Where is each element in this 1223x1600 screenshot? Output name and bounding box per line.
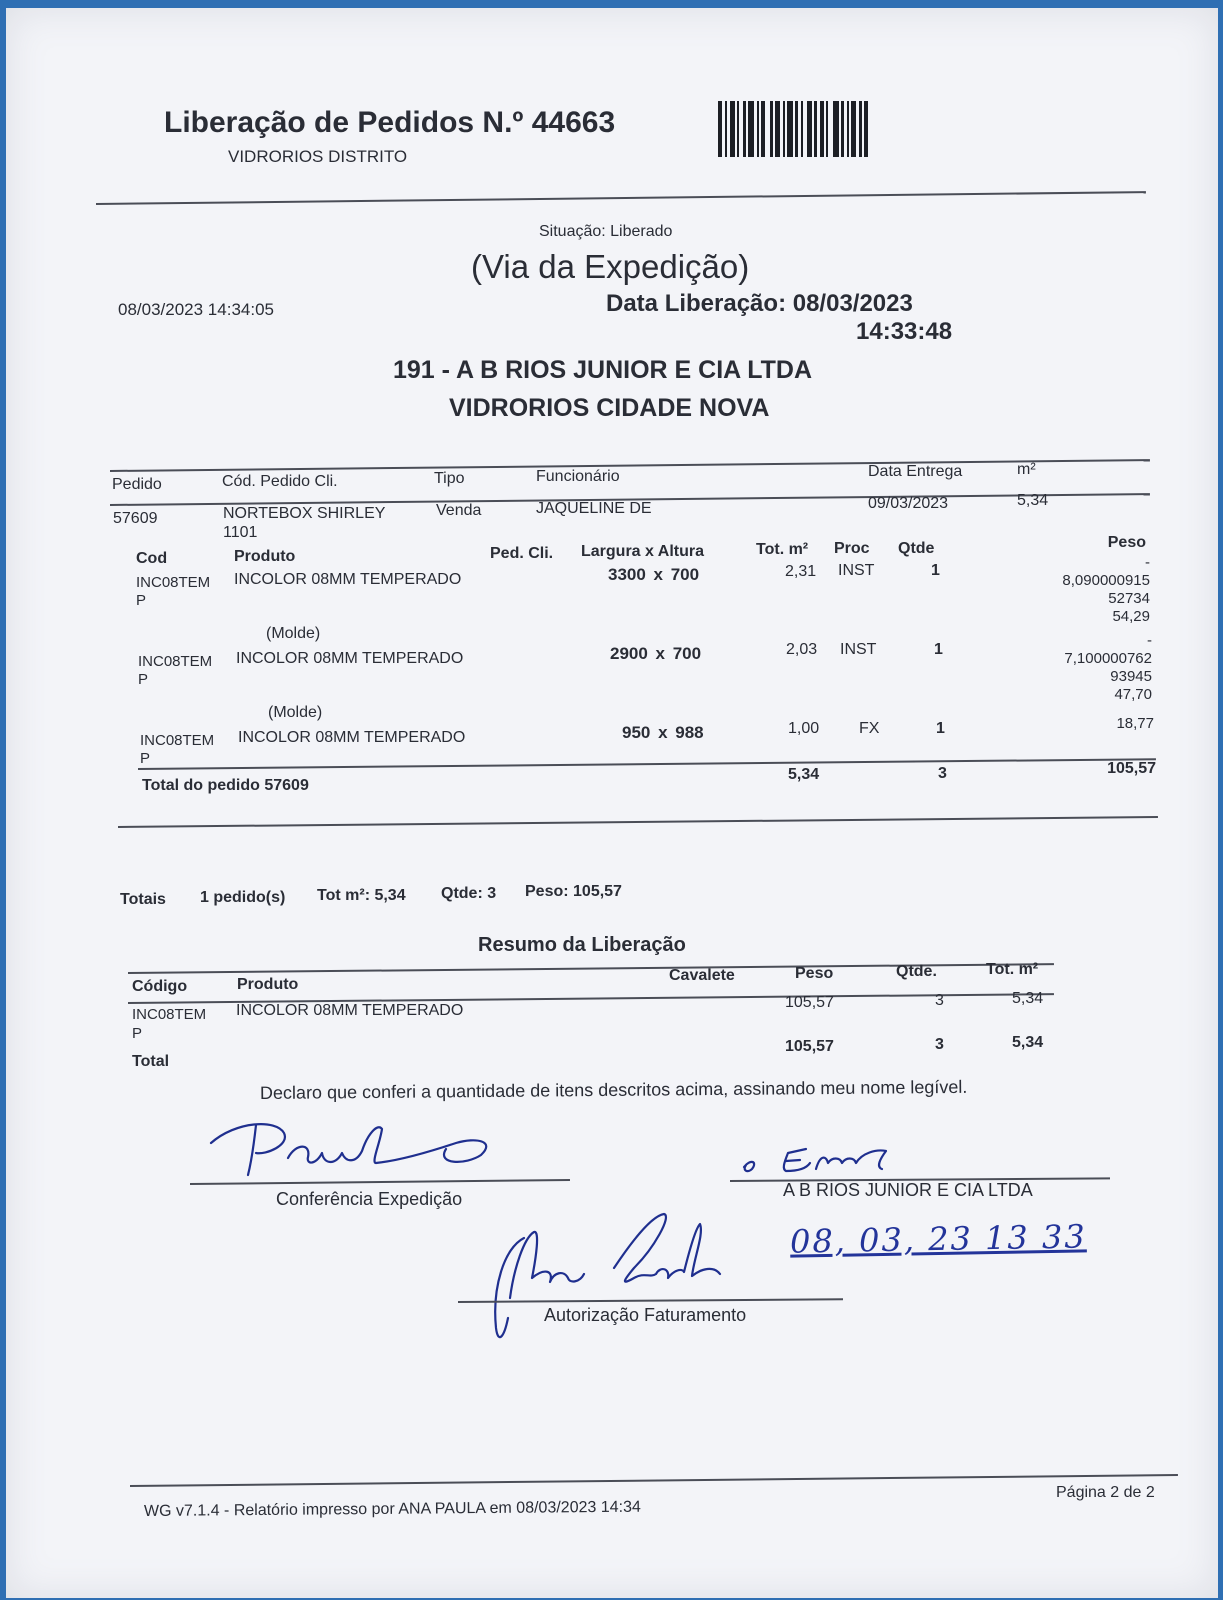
copy-label: (Via da Expedição) <box>471 248 750 285</box>
item-peso-3: 54,29 <box>1112 608 1150 625</box>
declaration-text: Declaro que conferi a quantidade de itens descritos acima, assinando meu nome legível. <box>259 1076 968 1103</box>
items-col-produto: Produto <box>234 548 296 565</box>
item-code-2: P <box>136 592 147 609</box>
item-peso-dash: - <box>1145 554 1150 571</box>
item-qtde: 1 <box>934 641 943 658</box>
item-tot-m2: 2,31 <box>785 563 817 580</box>
item-proc: INST <box>838 562 875 579</box>
order-total-rule <box>138 758 1156 769</box>
issuer-company: VIDRORIOS DISTRITO <box>228 147 408 166</box>
client-branch: VIDRORIOS CIDADE NOVA <box>449 394 770 422</box>
footer-printed-by: WG v7.1.4 - Relatório impresso por ANA PAULA em 08/03/2023 14:34 <box>143 1498 641 1520</box>
release-date: Data Liberação: 08/03/2023 <box>606 290 913 317</box>
item-code: INC08TEM <box>138 653 213 670</box>
summary-row-product: INCOLOR 08MM TEMPERADO <box>236 1002 464 1019</box>
order-total-m2: 5,34 <box>788 766 820 783</box>
item-code-2: P <box>140 750 151 767</box>
item-product: INCOLOR 08MM TEMPERADO <box>236 650 464 667</box>
header-divider <box>96 191 1146 205</box>
summary-total-label: Total <box>132 1053 170 1070</box>
summary-row-peso: 105,57 <box>785 994 834 1011</box>
items-col-largura-altura: Largura x Altura <box>581 543 704 560</box>
items-col-cod: Cod <box>136 550 168 567</box>
totals-pedidos: 1 pedido(s) <box>200 889 286 906</box>
order-client-code-2: 1101 <box>223 524 258 541</box>
signature-autorizacao <box>484 1208 747 1348</box>
order-header-top-rule <box>110 459 1150 471</box>
client-signature-label: A B RIOS JUNIOR E CIA LTDA <box>783 1180 1033 1200</box>
item-dimensions: 950 x 988 <box>622 723 704 742</box>
item-code-2: P <box>138 671 149 688</box>
items-col-peso: Peso <box>1107 534 1146 551</box>
items-col-tot-m2: Tot. m² <box>756 541 809 558</box>
handwritten-date: 08, 03, 23 13 33 <box>789 1217 1087 1261</box>
col-tipo: Tipo <box>434 470 465 487</box>
totals-label: Totais <box>120 891 166 908</box>
summary-row-qtde: 3 <box>935 992 944 1009</box>
order-total-peso: 105,57 <box>1107 760 1156 777</box>
totals-qtde: Qtde: 3 <box>441 885 497 902</box>
status-text: Situação: Liberado <box>539 223 673 240</box>
summary-col-qtde: Qtde. <box>896 963 937 980</box>
col-m2: m² <box>1017 461 1036 478</box>
document-sheet <box>6 8 1218 1598</box>
summary-total-peso: 105,57 <box>785 1038 834 1055</box>
barcode <box>718 101 902 157</box>
autorizacao-label: Autorização Faturamento <box>544 1305 747 1325</box>
item-peso-2: 93945 <box>1110 668 1152 685</box>
signature-conferencia <box>196 1113 526 1183</box>
summary-col-produto: Produto <box>237 976 299 993</box>
order-m2: 5,34 <box>1017 492 1049 509</box>
col-cod-pedido-cli: Cód. Pedido Cli. <box>222 473 338 490</box>
conferencia-label: Conferência Expedição <box>276 1189 463 1209</box>
item-qtde: 1 <box>931 562 940 579</box>
totals-peso: Peso: 105,57 <box>525 883 622 900</box>
item-peso-1: 7,100000762 <box>1064 650 1152 667</box>
item-note: (Molde) <box>266 625 321 642</box>
item-proc: FX <box>859 720 880 737</box>
summary-col-cavalete: Cavalete <box>669 967 735 984</box>
document-title: Liberação de Pedidos N.º 44663 <box>164 106 616 139</box>
item-tot-m2: 1,00 <box>788 720 820 737</box>
summary-col-codigo: Código <box>132 978 188 995</box>
items-col-ped-cli: Ped. Cli. <box>490 545 554 562</box>
order-employee: JAQUELINE DE <box>536 500 652 517</box>
item-code: INC08TEM <box>136 574 211 591</box>
item-proc: INST <box>840 641 877 658</box>
summary-col-tot-m2: Tot. m² <box>986 961 1039 978</box>
item-peso-1: 18,77 <box>1116 715 1154 732</box>
release-time: 14:33:48 <box>856 318 953 345</box>
order-client-code: NORTEBOX SHIRLEY <box>223 505 386 522</box>
item-peso-3: 47,70 <box>1114 686 1152 703</box>
order-type: Venda <box>436 502 482 519</box>
item-peso-1: 8,090000915 <box>1062 572 1150 589</box>
item-product: INCOLOR 08MM TEMPERADO <box>234 571 462 588</box>
totals-m2: Tot m²: 5,34 <box>317 887 406 904</box>
order-total-qtde: 3 <box>938 765 947 782</box>
item-tot-m2: 2,03 <box>786 641 818 658</box>
order-delivery-date: 09/03/2023 <box>868 495 949 512</box>
signature-client <box>736 1133 936 1181</box>
col-data-entrega: Data Entrega <box>868 463 963 480</box>
summary-row-code-2: P <box>132 1025 143 1042</box>
order-number: 57609 <box>113 510 158 527</box>
summary-row-tot-m2: 5,34 <box>1012 990 1044 1007</box>
col-pedido: Pedido <box>112 476 162 493</box>
summary-total-tot-m2: 5,34 <box>1012 1034 1044 1051</box>
summary-row-code: INC08TEM <box>132 1006 207 1023</box>
order-section-bottom-rule <box>118 816 1158 827</box>
summary-col-peso: Peso <box>795 965 834 982</box>
footer-page-number: Página 2 de 2 <box>1056 1484 1155 1501</box>
item-code: INC08TEM <box>140 732 215 749</box>
item-peso-2: 52734 <box>1108 590 1150 607</box>
client-name: 191 - A B RIOS JUNIOR E CIA LTDA <box>393 356 813 384</box>
items-col-proc: Proc <box>834 540 870 557</box>
item-dimensions: 3300 x 700 <box>608 565 700 584</box>
item-peso-dash: - <box>1147 632 1152 649</box>
item-product: INCOLOR 08MM TEMPERADO <box>238 729 466 746</box>
footer-rule <box>130 1474 1178 1486</box>
item-dimensions: 2900 x 700 <box>610 644 702 663</box>
col-funcionario: Funcionário <box>536 468 620 485</box>
summary-total-qtde: 3 <box>935 1036 944 1053</box>
items-col-qtde: Qtde <box>898 540 935 557</box>
print-datetime: 08/03/2023 14:34:05 <box>118 300 274 319</box>
summary-title: Resumo da Liberação <box>478 934 686 956</box>
item-qtde: 1 <box>936 720 945 737</box>
item-note: (Molde) <box>268 704 323 721</box>
order-total-label: Total do pedido 57609 <box>142 777 309 794</box>
